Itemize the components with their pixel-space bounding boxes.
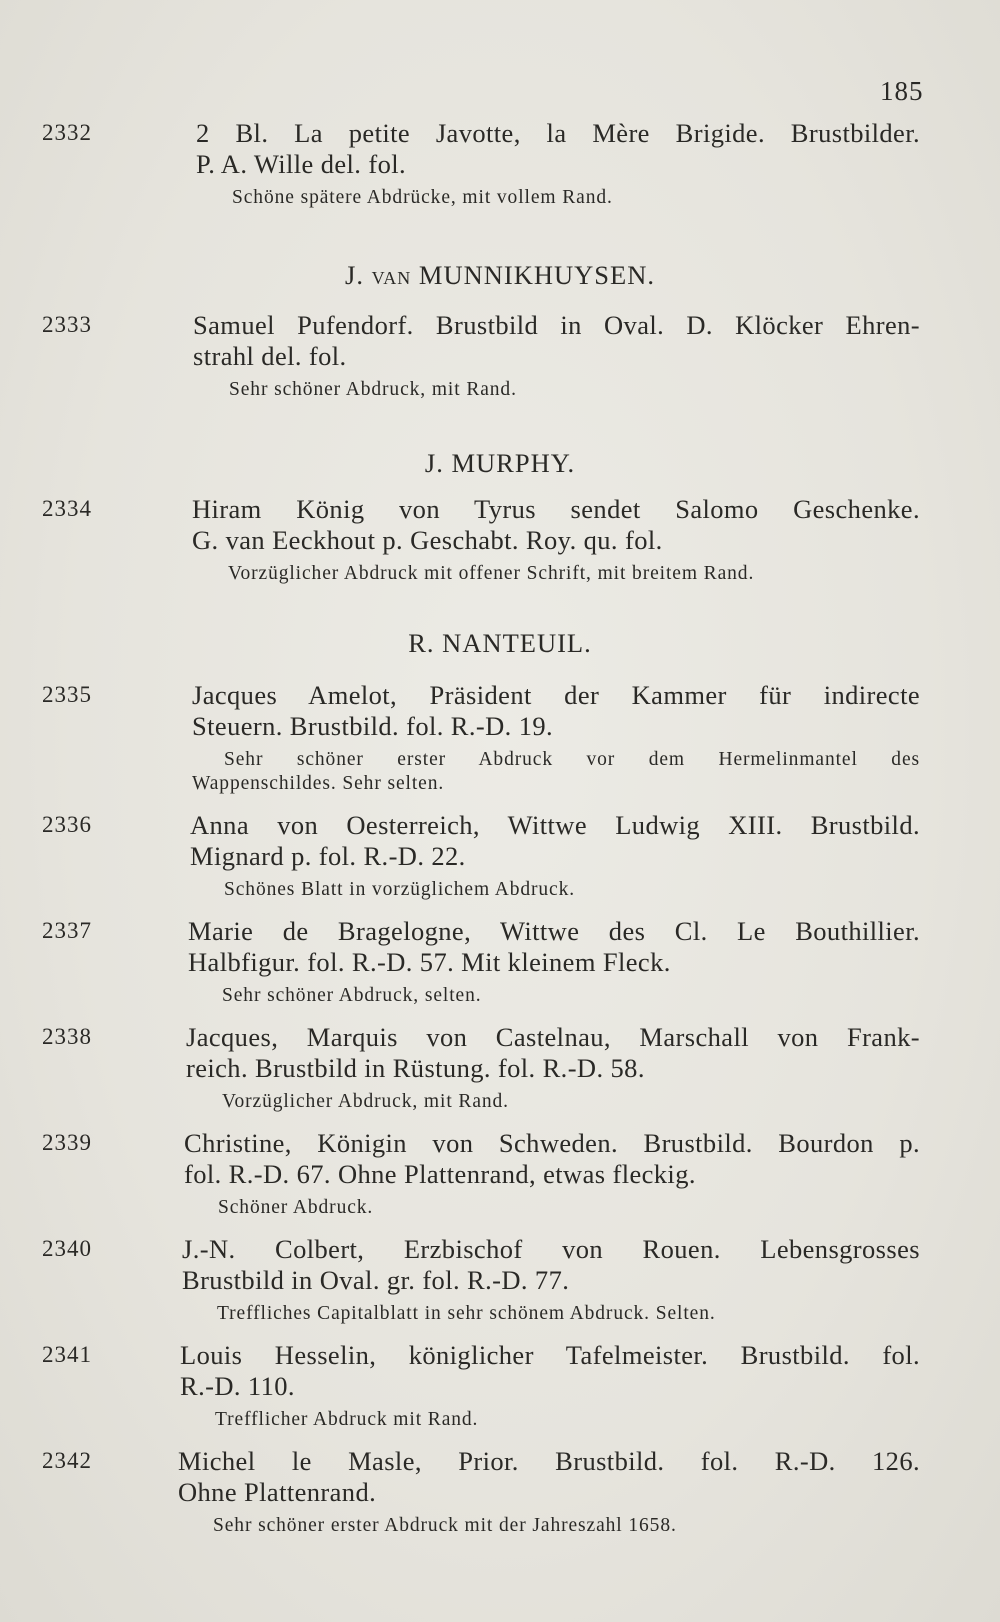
lot-number: 2342 [42,1448,92,1473]
entry-note: Schöne spätere Abdrücke, mit vollem Rand. [232,187,613,208]
entry-line: Jacques Amelot, Präsident der Kammer für indirecte [192,680,920,710]
lot-number: 2332 [42,120,92,145]
entry-line: Hiram König von Tyrus sendet Salomo Geschenke. [192,494,920,524]
heading-text: J. [345,260,372,290]
lot-number: 2336 [42,812,92,837]
artist-heading [0,260,1000,291]
lot-number: 2333 [42,312,92,337]
lot-number: 2339 [42,1130,92,1155]
lot-number: 2335 [42,682,92,707]
entry-line: Marie de Bragelogne, Wittwe des Cl. Le Bouthillier. [188,916,920,946]
entry-note: Trefflicher Abdruck mit Rand. [215,1409,479,1430]
entry-line: 2 Bl. La petite Javotte, la Mère Brigide. Brustbilder. [196,118,920,148]
page-number: 185 [880,76,924,106]
lot-number: 2338 [42,1024,92,1049]
lot-number: 2341 [42,1342,92,1367]
entry-note: Sehr schöner erster Abdruck vor dem Hermelinmantel des [224,749,920,770]
entry-line: reich. Brustbild in Rüstung. fol. R.-D. 58. [186,1053,645,1083]
entry-line: G. van Eeckhout p. Geschabt. Roy. qu. fol. [192,525,663,555]
entry-line: Mignard p. fol. R.-D. 22. [190,841,466,871]
artist-heading [0,448,1000,479]
lot-number: 2340 [42,1236,92,1261]
entry-note: Schönes Blatt in vorzüglichem Abdruck. [224,879,576,900]
entry-line: Samuel Pufendorf. Brustbild in Oval. D. Klöcker Ehren- [193,310,920,340]
entry-line: Steuern. Brustbild. fol. R.-D. 19. [192,711,554,741]
entry-line: Christine, Königin von Schweden. Brustbild. Bourdon p. [184,1128,920,1158]
heading-text: J. MURPHY. [424,448,576,478]
entry-line: Jacques, Marquis von Castelnau, Marschall von Frank- [186,1022,920,1052]
lot-number: 2337 [42,918,92,943]
entry-line: Louis Hesselin, königlicher Tafelmeister. Brustbild. fol. [180,1340,920,1370]
lot-number: 2334 [42,496,92,521]
entry-line: Anna von Oesterreich, Wittwe Ludwig XIII. Brustbild. [190,810,920,840]
heading-text: MUNNIKHUYSEN. [411,260,655,290]
entry-note: Sehr schöner erster Abdruck mit der Jahreszahl 1658. [213,1515,677,1536]
entry-line: strahl del. fol. [193,341,347,371]
entry-line: J.-N. Colbert, Erzbischof von Rouen. Lebensgrosses [182,1234,920,1264]
entry-line: Ohne Plattenrand. [178,1477,377,1507]
heading-text: R. NANTEUIL. [408,628,592,658]
artist-heading [0,628,1000,659]
entry-line: Michel le Masle, Prior. Brustbild. fol. R.-D. 126. [178,1446,920,1476]
entry-note: Vorzüglicher Abdruck, mit Rand. [222,1091,509,1112]
entry-line: P. A. Wille del. fol. [196,149,407,179]
heading-particle: VAN [371,268,412,288]
entry-note: Treffliches Capitalblatt in sehr schönem Abdruck. Selten. [217,1303,716,1324]
entry-note: Schöner Abdruck. [218,1197,374,1218]
entry-line: fol. R.-D. 67. Ohne Plattenrand, etwas fleckig. [184,1159,696,1189]
entry-note: Wappenschildes. Sehr selten. [192,773,445,794]
entry-note: Sehr schöner Abdruck, selten. [222,985,482,1006]
entry-note: Vorzüglicher Abdruck mit offener Schrift, mit breitem Rand. [228,563,755,584]
entry-line: R.-D. 110. [180,1371,295,1401]
entry-line: Halbfigur. fol. R.-D. 57. Mit kleinem Fleck. [188,947,671,977]
entry-line: Brustbild in Oval. gr. fol. R.-D. 77. [182,1265,570,1295]
entry-note: Sehr schöner Abdruck, mit Rand. [229,379,517,400]
